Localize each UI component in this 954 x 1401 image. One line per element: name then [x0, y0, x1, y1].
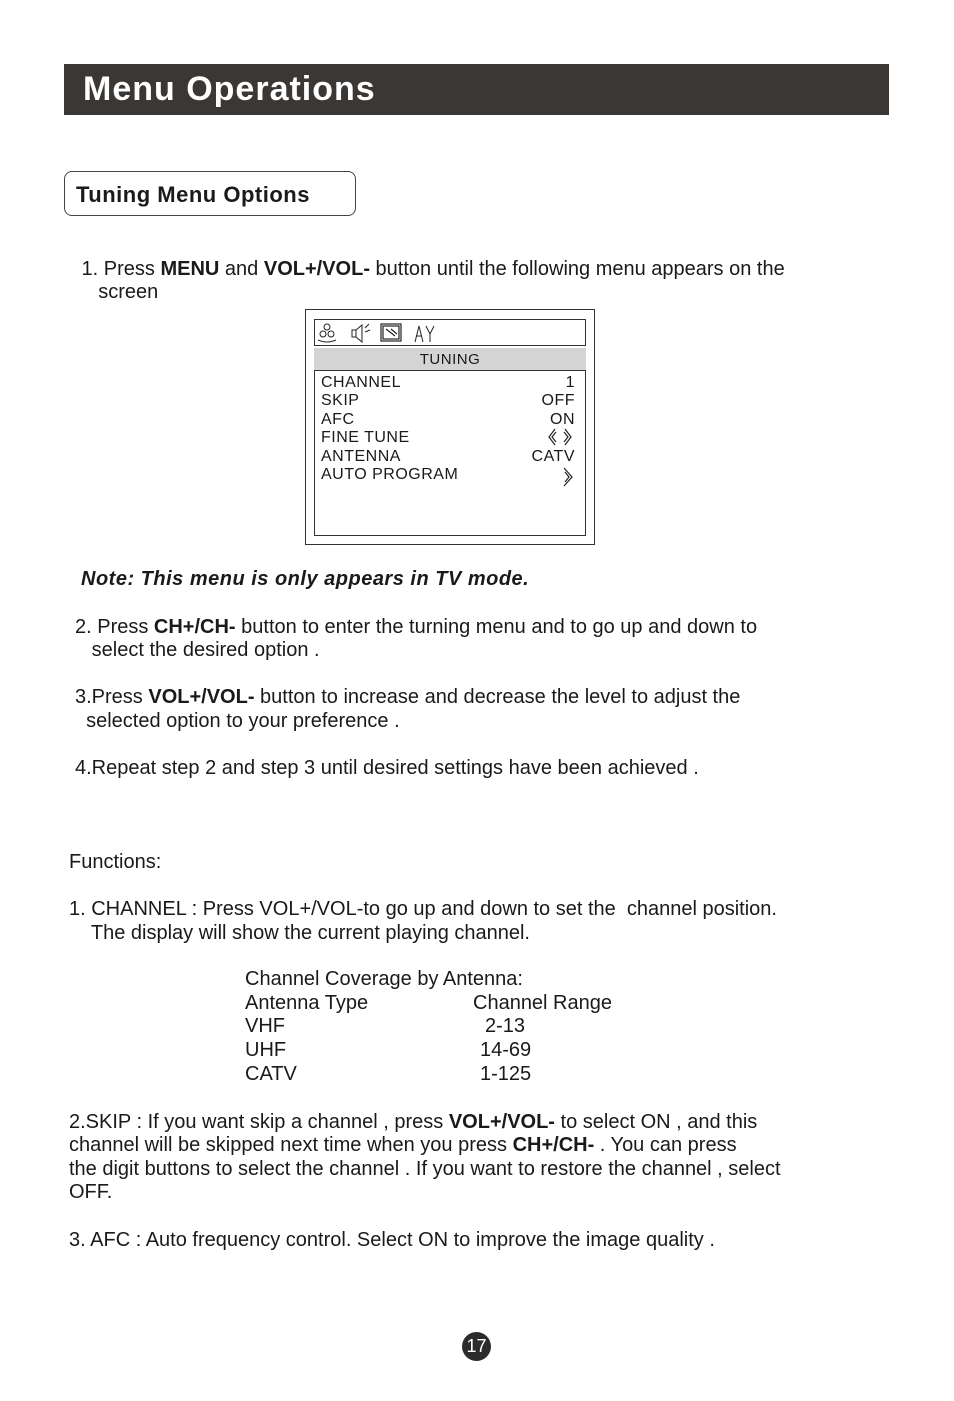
tv-menu-item-skip[interactable] [321, 392, 577, 411]
step-2-line-2: select the desired option . [75, 639, 320, 661]
functions-heading: Functions: [69, 851, 162, 873]
page-header-bar [64, 64, 889, 115]
tv-menu-title-bar [314, 348, 586, 370]
menu-item-value: OFF [541, 392, 575, 409]
step-1-line-1: 1. Press MENU and VOL+/VOL- button until the following menu appears on the [76, 258, 785, 280]
menu-item-label: FINE TUNE [321, 429, 410, 446]
menu-item-value: CATV [531, 448, 575, 465]
section-title-box [64, 171, 356, 216]
tv-menu-item-antenna[interactable] [321, 448, 577, 467]
step-2-line-1: 2. Press CH+/CH- button to enter the turning menu and to go up and down to [75, 616, 758, 638]
tv-menu-icon-bar [314, 319, 586, 346]
coverage-range-catv: 1-125 [480, 1063, 532, 1085]
tv-screen-icon [381, 324, 401, 341]
skip-function-line-4: OFF. [69, 1181, 113, 1203]
coverage-header-type: Antenna Type [245, 992, 369, 1014]
chevron-right-icon [561, 466, 575, 488]
coverage-type-uhf: UHF [245, 1039, 287, 1061]
skip-function-line-2: channel will be skipped next time when you press CH+/CH- . You can press [69, 1134, 737, 1156]
step-1-line-2: screen [76, 281, 159, 303]
tv-menu-item-fine-tune[interactable] [321, 429, 577, 448]
tuning-antenna-icon [415, 326, 434, 342]
page-number: 17 [462, 1332, 491, 1361]
menu-item-label: AUTO PROGRAM [321, 466, 459, 483]
tv-menu-item-channel[interactable] [321, 374, 577, 393]
menu-item-value: ON [550, 411, 575, 428]
left-right-arrows-icon [547, 427, 573, 447]
coverage-range-uhf: 14-69 [480, 1039, 532, 1061]
step-3-line-1: 3.Press VOL+/VOL- button to increase and decrease the level to adjust the [75, 686, 741, 708]
skip-function-line-1: 2.SKIP : If you want skip a channel , press VOL+/VOL- to select ON , and this [69, 1111, 758, 1133]
picture-settings-icon [318, 324, 336, 342]
channel-function-line-2: The display will show the current playing channel. [69, 922, 530, 944]
step-3-line-2: selected option to your preference . [75, 710, 400, 732]
coverage-title: Channel Coverage by Antenna: [245, 968, 523, 990]
menu-item-label: ANTENNA [321, 448, 401, 465]
channel-function-line-1: 1. CHANNEL : Press VOL+/VOL-to go up and down to set the channel position. [69, 898, 777, 920]
step-4: 4.Repeat step 2 and step 3 until desired settings have been achieved . [75, 757, 699, 779]
menu-item-label: CHANNEL [321, 374, 401, 391]
coverage-header-range: Channel Range [473, 992, 612, 1014]
page-title: Menu Operations [83, 70, 376, 108]
menu-item-value: 1 [565, 374, 575, 391]
coverage-type-catv: CATV [245, 1063, 297, 1085]
tv-menu-item-auto-program[interactable] [321, 466, 577, 485]
tv-menu-title: TUNING [419, 351, 481, 368]
coverage-type-vhf: VHF [245, 1015, 285, 1037]
coverage-range-vhf: 2-13 [485, 1015, 526, 1037]
menu-item-label: SKIP [321, 392, 360, 409]
afc-function: 3. AFC : Auto frequency control. Select ON to improve the image quality . [69, 1229, 715, 1251]
speaker-icon [352, 324, 370, 342]
tv-menu-item-afc[interactable] [321, 411, 577, 430]
skip-function-line-3: the digit buttons to select the channel . If you want to restore the channel , select [69, 1158, 781, 1180]
tv-mode-note: Note: This menu is only appears in TV mode. [81, 568, 530, 590]
menu-item-label: AFC [321, 411, 355, 428]
section-title: Tuning Menu Options [76, 182, 310, 207]
